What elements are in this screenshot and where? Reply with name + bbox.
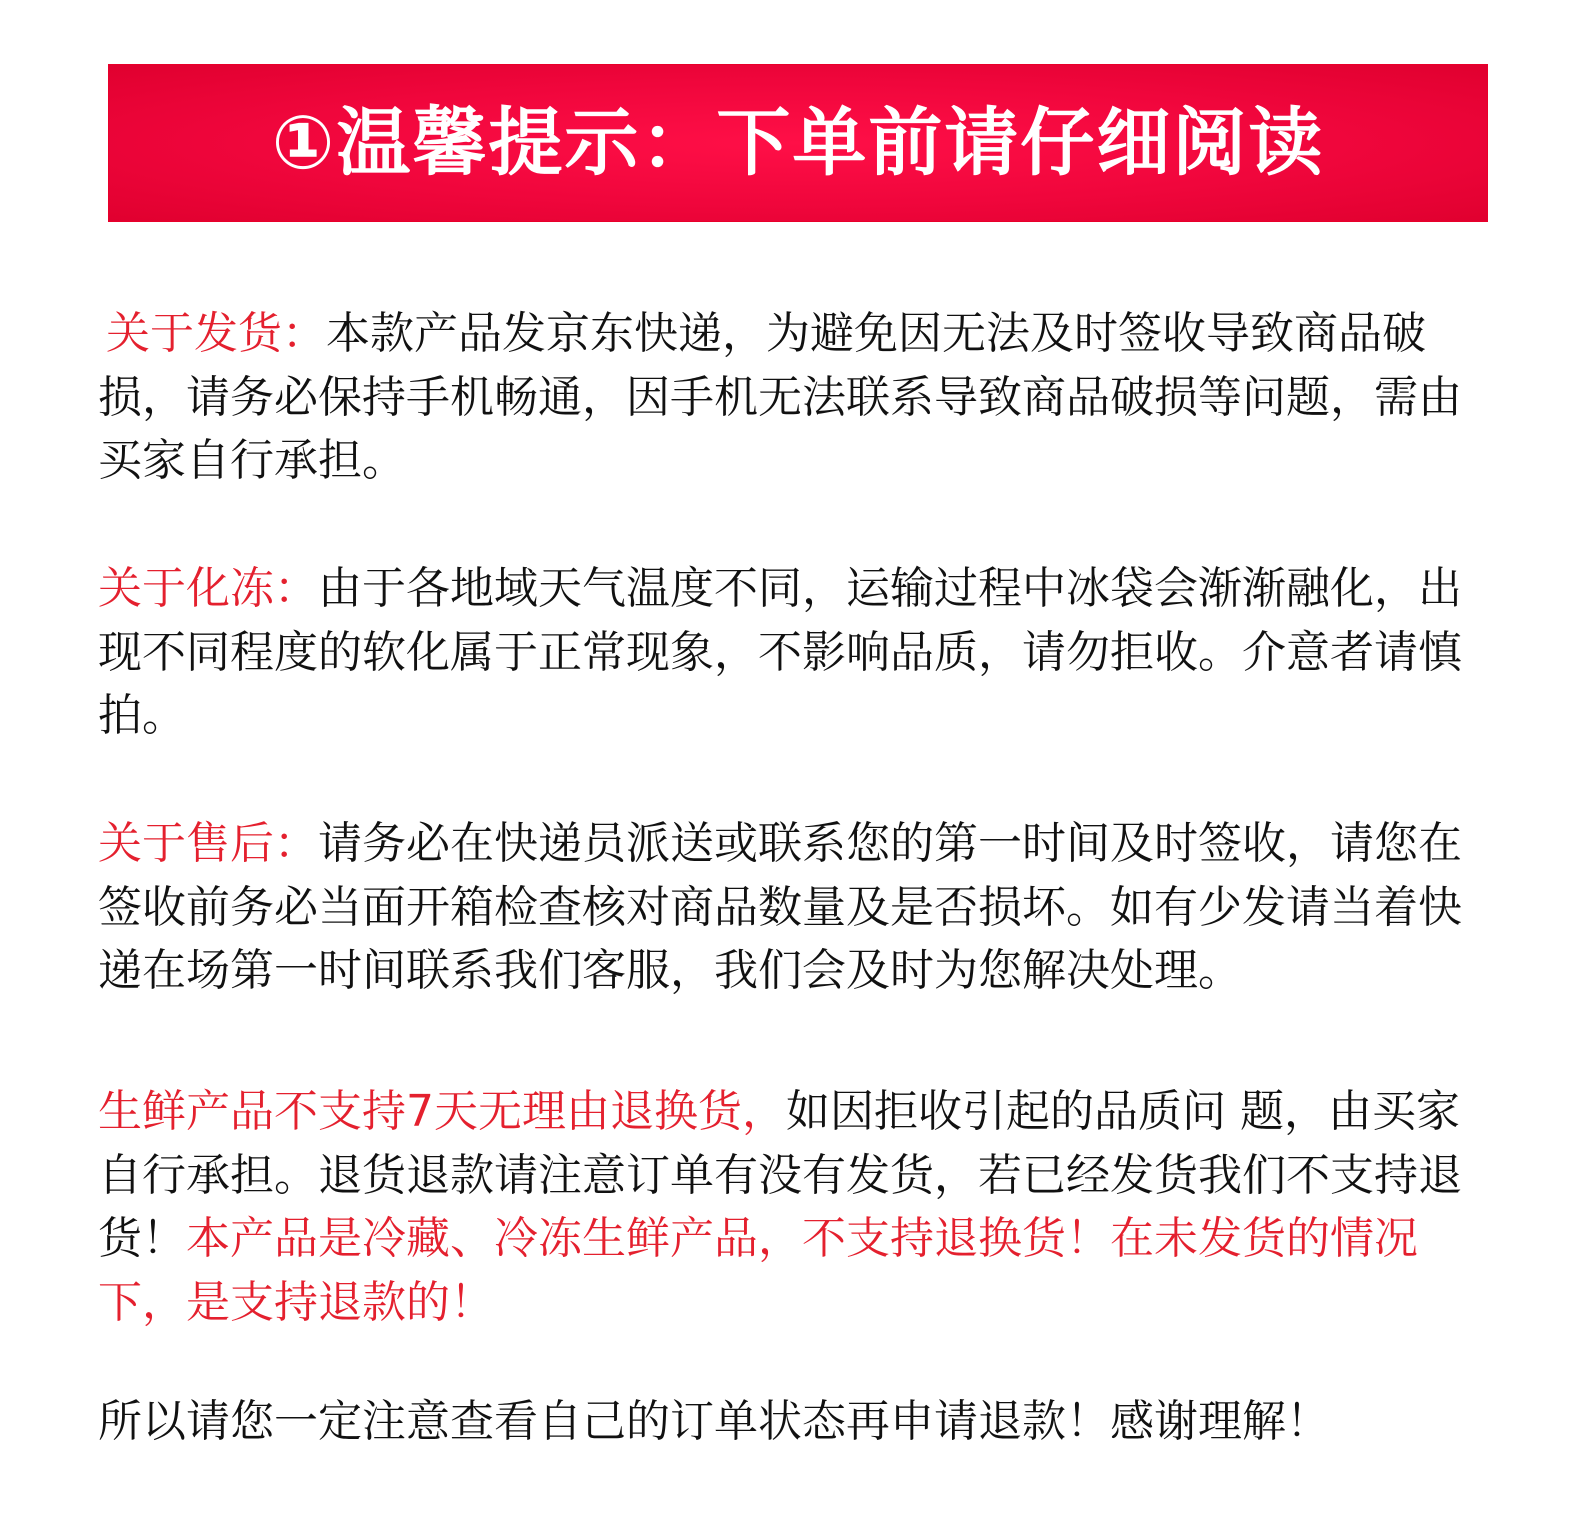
thawing-label: 关于化冻： xyxy=(98,563,318,614)
closing-notice xyxy=(98,1390,1488,1454)
closing-text: 所以请您一定注意查看自己的订单状态再申请退款！感谢理解！ xyxy=(98,1396,1330,1447)
after-sales-notice xyxy=(98,812,1488,1003)
warning-banner xyxy=(108,64,1488,222)
after-sales-label: 关于售后： xyxy=(98,818,318,869)
returns-text: 如因拒收引起的品质问 题，由买家自行承担。退货退款请注意订单有没有发货，若已经发货我们不支持退货！ xyxy=(98,1086,1462,1264)
refund-policy-warning: 本产品是冷藏、冷冻生鲜产品，不支持退换货！在未发货的情况下，是支持退款的！ xyxy=(98,1213,1418,1328)
shipping-text: 本款产品发京东快递，为避免因无法及时签收导致商品破损，请务必保持手机畅通，因手机无法联系导致商品破损等问题，需由买家自行承担。 xyxy=(98,308,1462,486)
after-sales-text: 请务必在快递员派送或联系您的第一时间及时签收，请您在签收前务必当面开箱检查核对商品数量及是否损坏。如有少发请当着快递在场第一时间联系我们客服，我们会及时为您解决处理。 xyxy=(98,818,1462,996)
banner-title: ①温馨提示：下单前请仔细阅读 xyxy=(271,100,1325,186)
no-return-warning: 生鲜产品不支持7天无理由退换货， xyxy=(98,1086,786,1137)
shipping-notice xyxy=(98,302,1488,493)
thawing-notice xyxy=(98,557,1488,748)
shipping-label: 关于发货： xyxy=(106,308,326,359)
returns-notice xyxy=(98,1080,1488,1334)
thawing-text: 由于各地域天气温度不同，运输过程中冰袋会渐渐融化，出现不同程度的软化属于正常现象，不影响品质，请勿拒收。介意者请慎拍。 xyxy=(98,563,1462,741)
